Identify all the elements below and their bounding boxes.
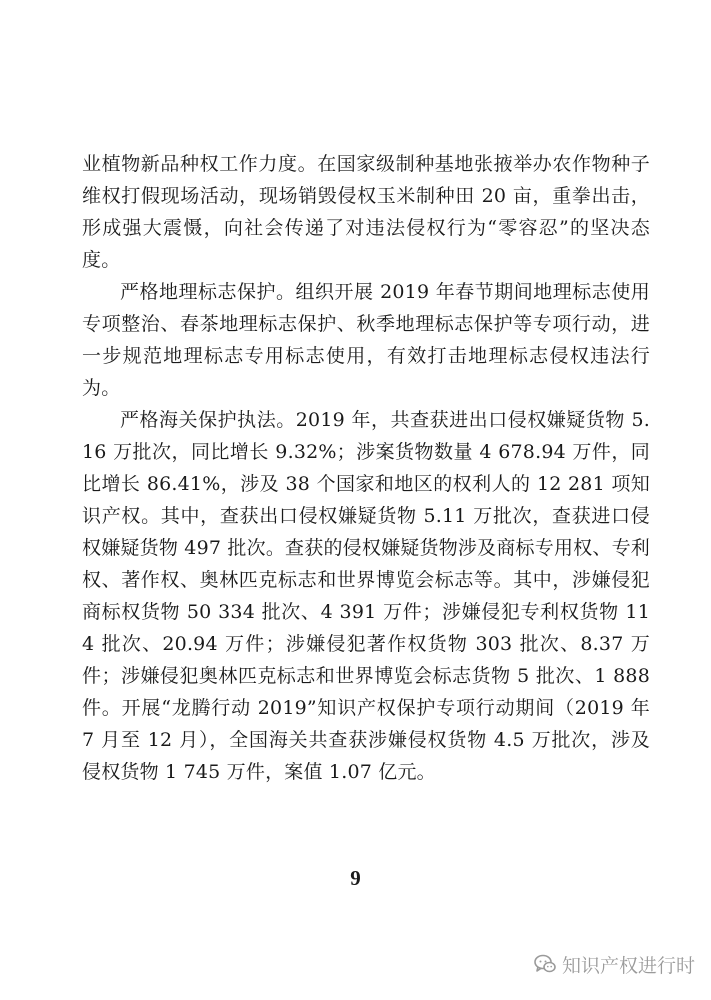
paragraph-continuation: 业植物新品种权工作力度。在国家级制种基地张掖举办农作物种子维权打假现场活动，现场销毁侵权玉米制种田 20 亩，重拳出击，形成强大震慑，向社会传递了对违法侵权行为“零容忍”的坚决态度。 <box>82 153 650 271</box>
paragraph-customs-enforcement: 严格海关保护执法。2019 年，共查获进出口侵权嫌疑货物 5.16 万批次，同比增长 9.32%；涉案货物数量 4 678.94 万件，同比增长 86.41%，涉及 38 个国家和地区的权利人的 12 281 项知识产权。其中，查获出口侵权嫌疑货物 5.11 万批次，查获进口侵权嫌疑货物 497 批次。查获的侵权嫌疑货物涉及商标专用权、专利权、著作权、奥林匹克标志和世界博览会标志等。其中，涉嫌侵犯商标权货物 50 334 批次、4 391 万件；涉嫌侵犯专利权货物 114 批次、20.94 万件；涉嫌侵犯著作权货物 303 批次、8.37 万件；涉嫌侵犯奥林匹克标志和世界博览会标志货物 5 批次、1 888 件。开展“龙腾行动 2019”知识产权保护专项行动期间（2019 年 7 月至 12 月），全国海关共查获涉嫌侵权货物 4.5 万批次，涉及侵权货物 1 745 万件，案值 1.07 亿元。 <box>82 409 650 783</box>
watermark-text: 知识产权进行时 <box>561 954 695 977</box>
document-body <box>82 148 650 788</box>
watermark <box>534 949 695 979</box>
wechat-icon <box>534 954 556 974</box>
paragraph-geographic-indication: 严格地理标志保护。组织开展 2019 年春节期间地理标志使用专项整治、春茶地理标志保护、秋季地理标志保护等专项行动，进一步规范地理标志专用标志使用，有效打击地理标志侵权违法行为。 <box>82 281 650 399</box>
page-number: 9 <box>350 866 361 890</box>
